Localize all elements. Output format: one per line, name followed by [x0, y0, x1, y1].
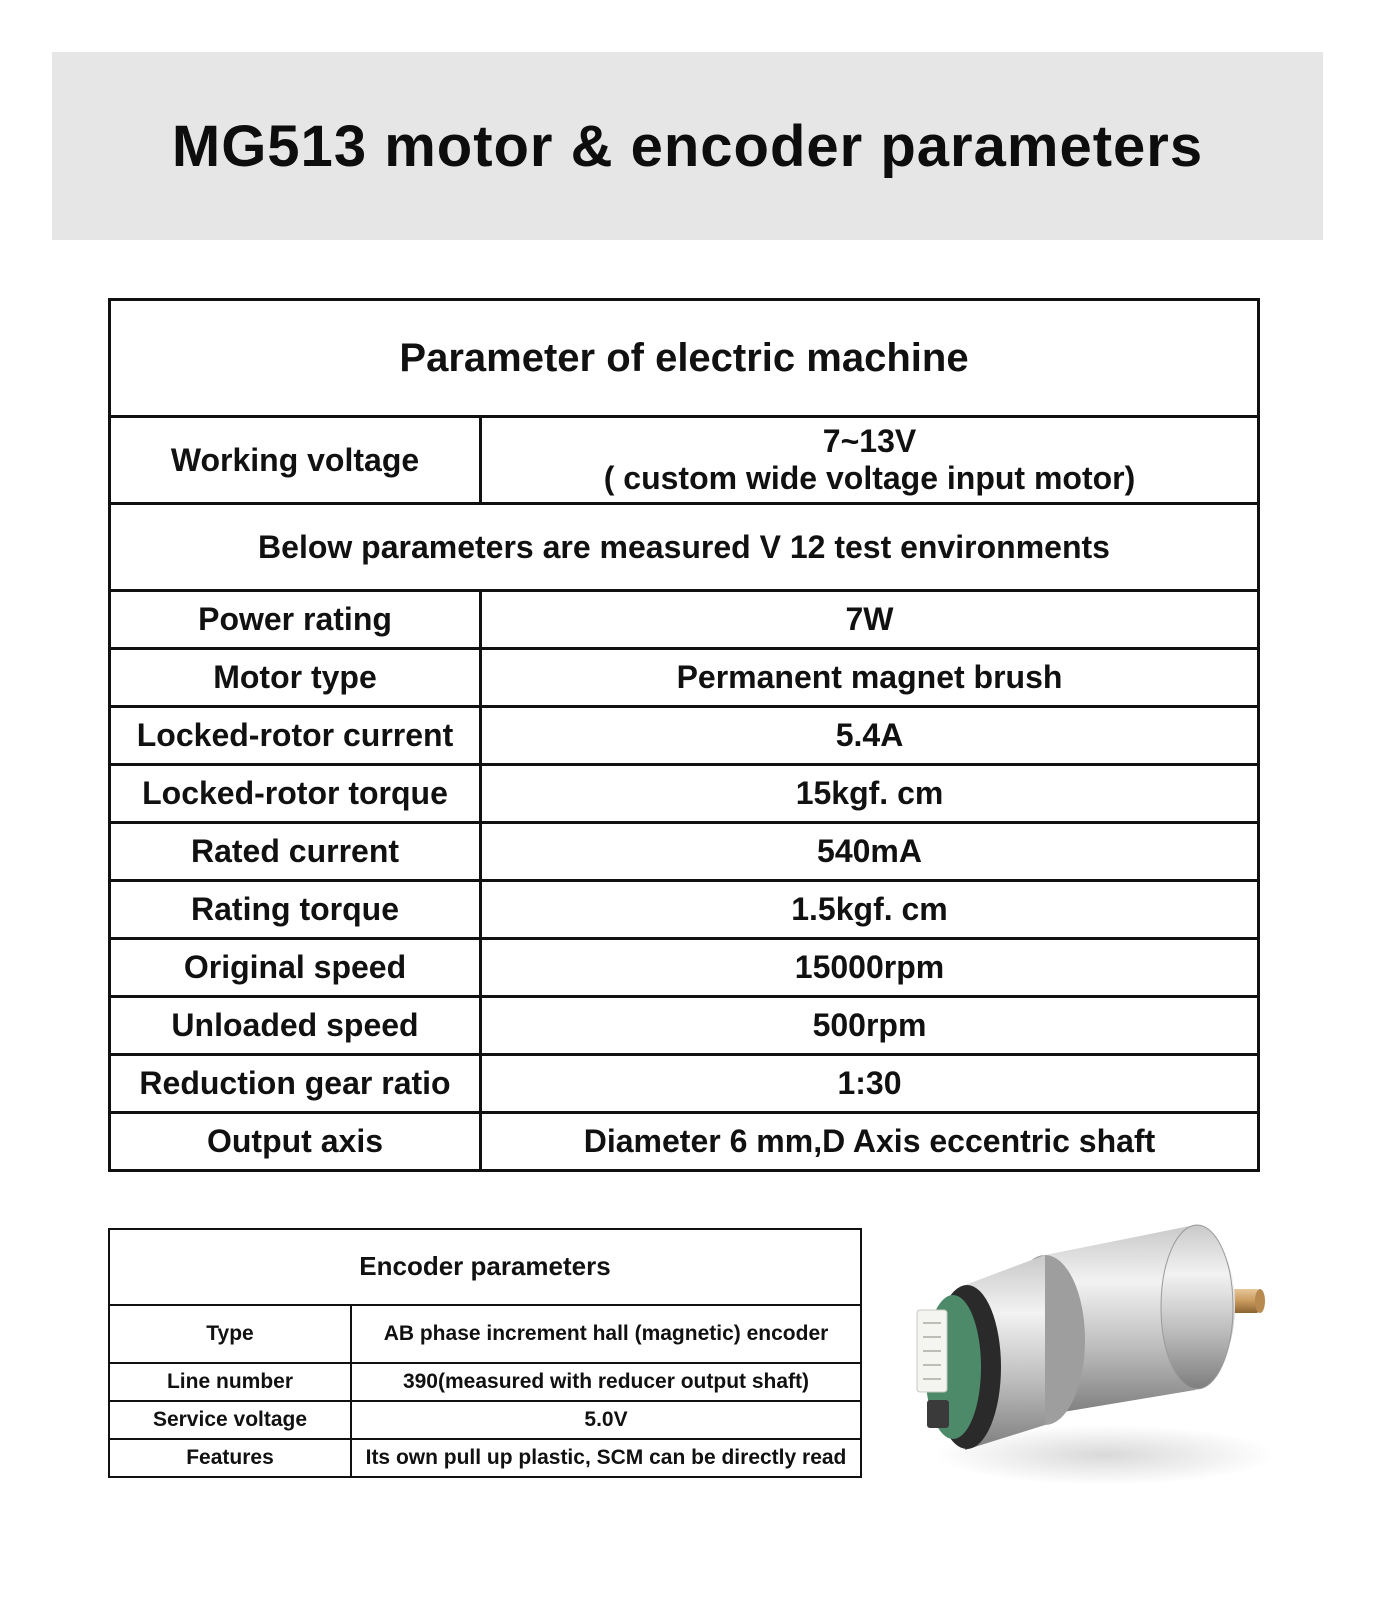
row-label: Unloaded speed	[110, 997, 481, 1055]
page-title: MG513 motor & encoder parameters	[171, 113, 1204, 179]
row-value: 7W	[481, 591, 1259, 649]
row-value: 1:30	[481, 1055, 1259, 1113]
table-row	[109, 1401, 861, 1439]
row-label: Features	[109, 1439, 351, 1477]
row-value: 5.4A	[481, 707, 1259, 765]
table-title-row	[109, 1229, 861, 1305]
row-value: 15000rpm	[481, 939, 1259, 997]
motor-table-title: Parameter of electric machine	[110, 300, 1259, 417]
table-row	[109, 1363, 861, 1401]
row-label: Service voltage	[109, 1401, 351, 1439]
working-voltage-label: Working voltage	[110, 417, 481, 504]
row-label: Line number	[109, 1363, 351, 1401]
row-label: Original speed	[110, 939, 481, 997]
row-value: 390(measured with reducer output shaft)	[351, 1363, 861, 1401]
table-row	[110, 1113, 1259, 1171]
table-row	[110, 707, 1259, 765]
table-row	[110, 939, 1259, 997]
row-value: AB phase increment hall (magnetic) encoder	[351, 1305, 861, 1363]
row-value: 15kgf. cm	[481, 765, 1259, 823]
row-label: Type	[109, 1305, 351, 1363]
table-row	[109, 1439, 861, 1477]
row-value: 5.0V	[351, 1401, 861, 1439]
table-row	[110, 881, 1259, 939]
encoder-table-title: Encoder parameters	[109, 1229, 861, 1305]
row-label: Rated current	[110, 823, 481, 881]
table-row	[110, 1055, 1259, 1113]
row-label: Power rating	[110, 591, 481, 649]
table-row	[109, 1305, 861, 1363]
table-row	[110, 504, 1259, 591]
table-row	[110, 417, 1259, 504]
row-label: Motor type	[110, 649, 481, 707]
row-value: Diameter 6 mm,D Axis eccentric shaft	[481, 1113, 1259, 1171]
gear-motor-photo	[905, 1215, 1325, 1505]
table-row	[110, 591, 1259, 649]
table-row	[110, 765, 1259, 823]
row-label: Output axis	[110, 1113, 481, 1171]
encoder-parameters-table	[108, 1228, 862, 1478]
table-row	[110, 997, 1259, 1055]
table-row	[110, 649, 1259, 707]
table-title-row	[110, 300, 1259, 417]
working-voltage-note: ( custom wide voltage input motor)	[603, 460, 1136, 496]
row-label: Locked-rotor current	[110, 707, 481, 765]
row-label: Reduction gear ratio	[110, 1055, 481, 1113]
row-value: 500rpm	[481, 997, 1259, 1055]
measurement-note: Below parameters are measured V 12 test environments	[110, 504, 1259, 591]
motor-parameters-table	[108, 298, 1260, 1172]
row-value: 1.5kgf. cm	[481, 881, 1259, 939]
working-voltage-value	[481, 417, 1259, 504]
row-value: 540mA	[481, 823, 1259, 881]
title-banner	[52, 52, 1323, 240]
row-label: Rating torque	[110, 881, 481, 939]
row-label: Locked-rotor torque	[110, 765, 481, 823]
row-value: Permanent magnet brush	[481, 649, 1259, 707]
working-voltage-range: 7~13V	[822, 423, 917, 460]
row-value: Its own pull up plastic, SCM can be directly read	[351, 1439, 861, 1477]
gear-motor-illustration	[905, 1215, 1325, 1505]
table-row	[110, 823, 1259, 881]
